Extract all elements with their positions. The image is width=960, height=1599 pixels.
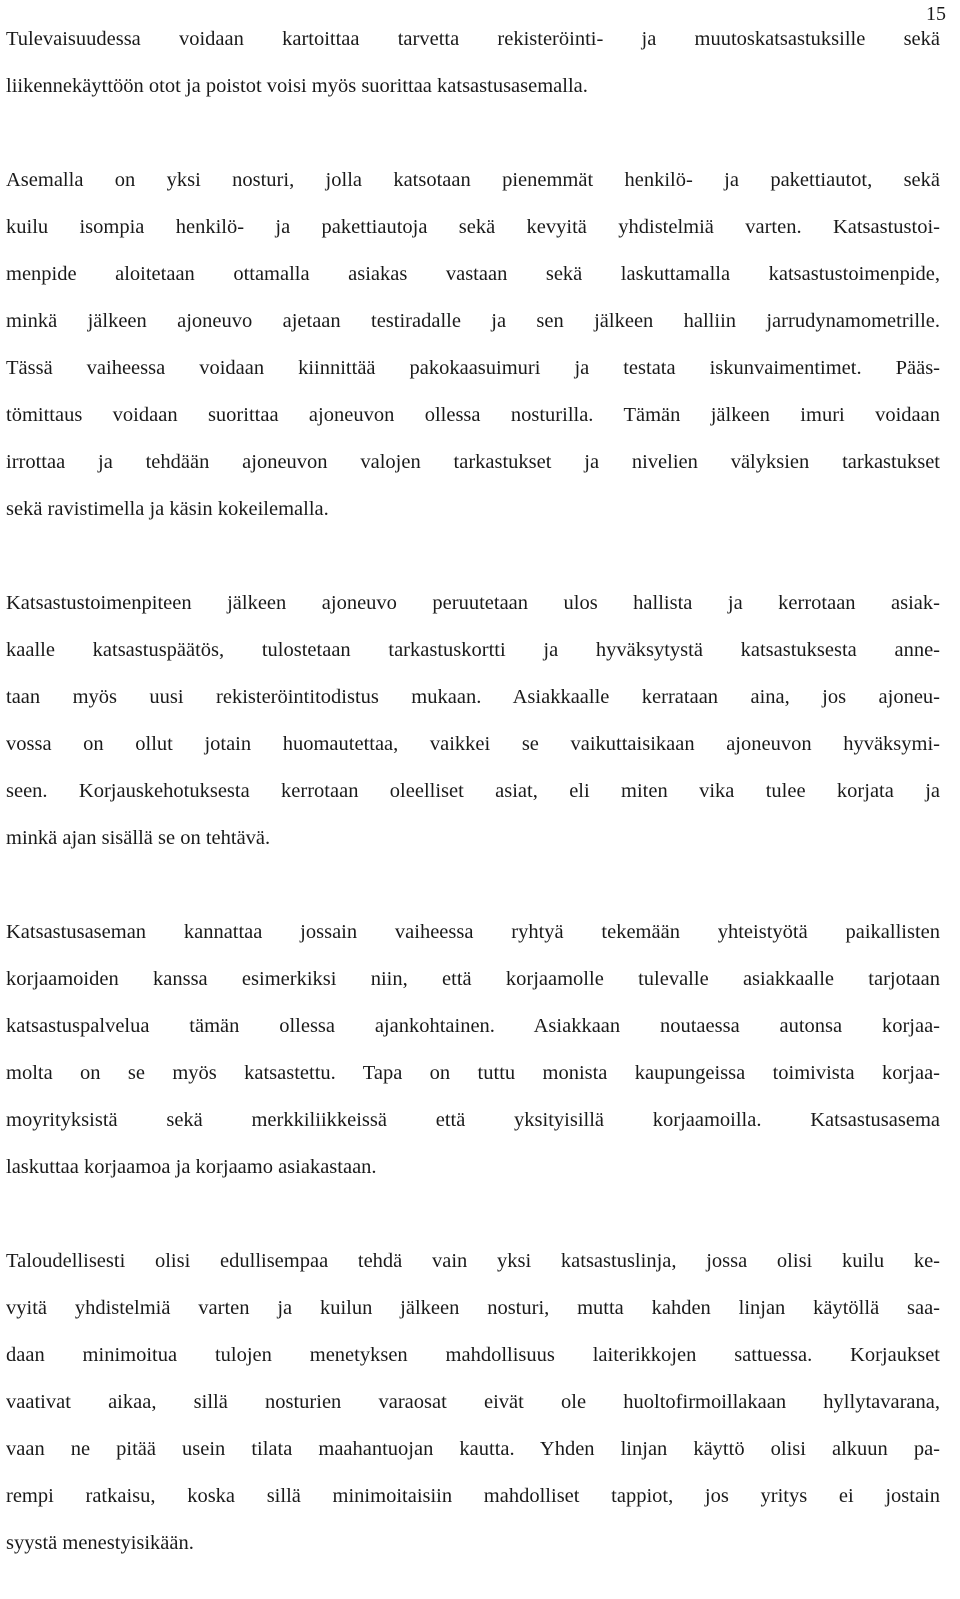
text-line: moyrityksistä sekä merkkiliikkeissä että yksityisillä korjaamoilla. Katsastusasema bbox=[6, 1109, 940, 1131]
text-line: vossa on ollut jotain huomautettaa, vaikkei se vaikuttaisikaan ajoneuvon hyväksymi- bbox=[6, 733, 940, 755]
text-line: molta on se myös katsastettu. Tapa on tuttu monista kaupungeissa toimivista korjaa- bbox=[6, 1062, 940, 1084]
text-line: kaalle katsastuspäätös, tulostetaan tarkastuskortti ja hyväksytystä katsastuksesta anne- bbox=[6, 639, 940, 661]
text-line: Asemalla on yksi nosturi, jolla katsotaan pienemmät henkilö- ja pakettiautot, sekä bbox=[6, 169, 940, 191]
text-line: liikennekäyttöön otot ja poistot voisi myös suorittaa katsastusasemalla. bbox=[6, 75, 588, 97]
text-line: vaan ne pitää usein tilata maahantuojan kautta. Yhden linjan käyttö olisi alkuun pa- bbox=[6, 1438, 940, 1460]
text-line: laskuttaa korjaamoa ja korjaamo asiakastaan. bbox=[6, 1156, 377, 1178]
text-line: syystä menestyisikään. bbox=[6, 1532, 194, 1554]
text-line: Tulevaisuudessa voidaan kartoittaa tarvetta rekisteröinti- ja muutoskatsastuksille sekä bbox=[6, 28, 940, 50]
text-line: daan minimoitua tulojen menetyksen mahdollisuus laiterikkojen sattuessa. Korjaukset bbox=[6, 1344, 940, 1366]
text-line: vyitä yhdistelmiä varten ja kuilun jälkeen nosturi, mutta kahden linjan käytöllä saa- bbox=[6, 1297, 940, 1319]
paragraph-5 bbox=[6, 1238, 940, 1567]
paragraph-gap bbox=[6, 1191, 940, 1238]
text-line: tömittaus voidaan suorittaa ajoneuvon ollessa nosturilla. Tämän jälkeen imuri voidaan bbox=[6, 404, 940, 426]
page-number: 15 bbox=[926, 3, 946, 25]
text-line: vaativat aikaa, sillä nosturien varaosat eivät ole huoltofirmoillakaan hyllytavarana, bbox=[6, 1391, 940, 1413]
text-line: Tässä vaiheessa voidaan kiinnittää pakokaasuimuri ja testata iskunvaimentimet. Pääs- bbox=[6, 357, 940, 379]
paragraph-gap bbox=[6, 862, 940, 909]
paragraph-gap bbox=[6, 110, 940, 157]
text-line: Taloudellisesti olisi edullisempaa tehdä vain yksi katsastuslinja, jossa olisi kuilu ke- bbox=[6, 1250, 940, 1272]
paragraph-2 bbox=[6, 157, 940, 533]
text-line: rempi ratkaisu, koska sillä minimoitaisiin mahdolliset tappiot, jos yritys ei jostain bbox=[6, 1485, 940, 1507]
text-line: taan myös uusi rekisteröintitodistus mukaan. Asiakkaalle kerrataan aina, jos ajoneu- bbox=[6, 686, 940, 708]
text-line: kuilu isompia henkilö- ja pakettiautoja sekä kevyitä yhdistelmiä varten. Katsastustoi- bbox=[6, 216, 940, 238]
text-line: irrottaa ja tehdään ajoneuvon valojen tarkastukset ja nivelien välyksien tarkastukset bbox=[6, 451, 940, 473]
text-line: Katsastusaseman kannattaa jossain vaiheessa ryhtyä tekemään yhteistyötä paikallisten bbox=[6, 921, 940, 943]
paragraph-4 bbox=[6, 909, 940, 1191]
text-line: korjaamoiden kanssa esimerkiksi niin, että korjaamolle tulevalle asiakkaalle tarjotaan bbox=[6, 968, 940, 990]
text-line: menpide aloitetaan ottamalla asiakas vastaan sekä laskuttamalla katsastustoimenpide, bbox=[6, 263, 940, 285]
text-line: seen. Korjauskehotuksesta kerrotaan oleelliset asiat, eli miten vika tulee korjata ja bbox=[6, 780, 940, 802]
text-line: minkä jälkeen ajoneuvo ajetaan testiradalle ja sen jälkeen halliin jarrudynamometrille. bbox=[6, 310, 940, 332]
paragraph-3 bbox=[6, 580, 940, 862]
text-line: katsastuspalvelua tämän ollessa ajankohtainen. Asiakkaan noutaessa autonsa korjaa- bbox=[6, 1015, 940, 1037]
paragraph-gap bbox=[6, 533, 940, 580]
text-line: sekä ravistimella ja käsin kokeilemalla. bbox=[6, 498, 329, 520]
paragraph-1 bbox=[6, 16, 940, 110]
text-line: minkä ajan sisällä se on tehtävä. bbox=[6, 827, 271, 849]
text-line: Katsastustoimenpiteen jälkeen ajoneuvo peruutetaan ulos hallista ja kerrotaan asiak- bbox=[6, 592, 940, 614]
document-body bbox=[6, 16, 940, 1567]
